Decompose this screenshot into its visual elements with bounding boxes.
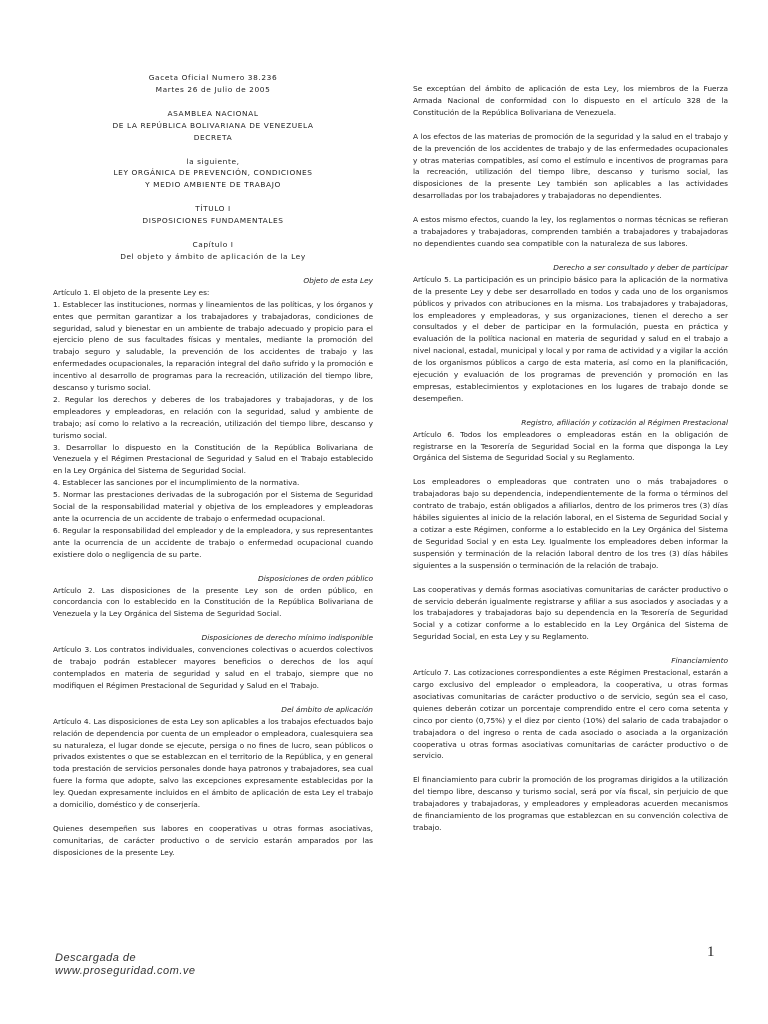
title-number: TÍTULO I <box>195 204 231 214</box>
section-title-objeto: Objeto de esta Ley <box>303 275 373 285</box>
article-2: Artículo 2. Las disposiciones de la presente Ley son de orden público, en concordancia con lo establecido en la Constitución de la República Bolivariana de Venezuela y la Ley Orgánica del Sistema de Seguridad Social. <box>53 585 373 619</box>
promotion-paragraph: A los efectos de las materias de promoción de la seguridad y la salud en el trabajo y de la prevención de los accidentes de trabajo y de las enfermedades ocupacionales y otras materias compatibles, así como el estímulo e incentivos de programas para la recreación, utilización del tiempo libre, descanso y turismo social, las disposiciones de la presente Ley también son aplicables a las actividades desarrolladas por los trabajadores y trabajadoras no dependientes. <box>413 131 728 201</box>
document-header <box>53 72 373 263</box>
non-dependent-paragraph: A estos mismo efectos, cuando la ley, los reglamentos o normas técnicas se refieran a trabajadores y trabajadoras, comprenden también a trabajadores y trabajadoras no dependientes cuando sea compatible con la naturaleza de sus labores. <box>413 215 728 248</box>
article-1-item-1: 1. Establecer las instituciones, normas y lineamientos de las políticas, y los órganos y entes que permitan garantizar a los trabajadores y trabajadoras, condiciones de seguridad, salud y bienestar en un ambiente de trabajo adecuado y propicio para el ejercicio pleno de sus facultades físicas y mentales, mediante la promoción del trabajo seguro y saludable, la prevención de los accidentes de trabajo y las enfermedades ocupacionales, la reparación integral del daño sufrido y la promoción e incentivo al desarrollo de programas para la recreación, utilización del tiempo libre, descanso y turismo social. <box>53 299 373 393</box>
assembly-name: ASAMBLEA NACIONAL <box>167 108 259 118</box>
gazette-date: Martes 26 de Julio de 2005 <box>155 84 271 94</box>
article-6: Artículo 6. Todos los empleadores o empleadoras están en la obligación de registrarse en la Tesorería de Seguridad Social en la forma que disponga la Ley Orgánica del Sistema de Seguridad Social y su Reglamento. <box>413 429 728 463</box>
gazette-number: Gaceta Oficial Numero 38.236 <box>148 73 278 82</box>
article-3: Artículo 3. Los contratos individuales, convenciones colectivas o acuerdos colectivos de trabajo podrán establecer mayores beneficios o derechos de los aquí contemplados en materia de seguridad y salud en el trabajo, siempre que no modifiquen el Régimen Prestacional de Seguridad y Salud en el Trabajo. <box>53 645 373 690</box>
article-6-cooperativas: Las cooperativas y demás formas asociativas comunitarias de carácter productivo o de servicio deberán igualmente registrarse y afiliar a sus asociados y asociadas y a los trabajadores y trabajadoras bajo su dependencia en la Tesorería de Seguridad Social y a cotizar conforme a lo establecido en la Ley Orgánica del Sistema de Seguridad Social, en esta Ley y su Reglamento. <box>413 584 728 642</box>
left-column <box>53 72 373 859</box>
chapter-name: Del objeto y ámbito de aplicación de la Ley <box>120 251 306 261</box>
article-6-afiliacion: Los empleadores o empleadoras que contraten uno o más trabajadores o trabajadoras bajo su dependencia, independientemente de la forma o términos del contrato de trabajo, están obligados a afiliarlos, dentro de los primeros tres (3) días hábiles siguientes al inicio de la relación laboral, en el Sistema de Seguridad Social y a cotizar a este Régimen, conforme a lo establecido en la Ley Orgánica del Sistema de Seguridad Social y en esta Ley. Igualmente los empleadores deben informar la suspensión y terminación de la relación laboral dentro de los tres (3) días hábiles siguientes a la suspensión o terminación de la relación de trabajo. <box>413 477 728 570</box>
download-label: Descargada de <box>55 952 137 964</box>
chapter-number: Capítulo I <box>192 240 234 250</box>
article-1-item-2: 2. Regular los derechos y deberes de los trabajadores y trabajadoras, y de los empleadores y empleadoras, en relación con la seguridad, salud y ambiente de trabajo; así como lo relativo a la recreación, utilización del tiempo libre, descanso y turismo social. <box>53 394 373 440</box>
republic-name: DE LA REPÚBLICA BOLIVARIANA DE VENEZUELA <box>112 120 314 130</box>
article-1-item-6: 6. Regular la responsabilidad del empleador y de la empleadora, y sus representantes ante la ocurrencia de un accidente de trabajo o enfermedad ocupacional cuando existiere dolo o negligencia de su parte. <box>53 525 373 559</box>
article-4: Artículo 4. Las disposiciones de esta Ley son aplicables a los trabajos efectuados bajo relación de dependencia por cuenta de un empleador o empleadora, cualesquiera sea su naturaleza, el lugar donde se ejecute, persiga o no fines de lucro, sean públicos o privados existentes o que se establezcan en el territorio de la República, y en general toda prestación de servicios personales donde haya patronos y trabajadores, sea cual fuere la forma que adopte, salvo las excepciones expresamente establecidas por la ley. Quedan expresamente incluidos en el ámbito de aplicación de esta Ley el trabajo a domicilio, doméstico y de conserjería. <box>53 716 373 810</box>
article-1-intro: Artículo 1. El objeto de la presente Ley es: <box>53 287 210 297</box>
exception-paragraph: Se exceptúan del ámbito de aplicación de esta Ley, los miembros de la Fuerza Armada Nacional de conformidad con lo dispuesto en el artículo 328 de la Constitución de la República Bolivariana de Venezuela. <box>413 84 728 117</box>
website-link[interactable]: www.proseguridad.com.ve <box>55 965 196 977</box>
section-title-financiamiento: Financiamiento <box>671 656 728 666</box>
article-5: Artículo 5. La participación es un principio básico para la aplicación de la normativa de la presente Ley y debe ser desarrollado en todos y cada uno de los organismos públicos y privados con atribuciones en la misma. Los trabajadores y trabajadoras, los empleadores y empleadoras, y sus organizaciones, tienen el derecho a ser consultados y el deber de participar en la formulación, puesta en práctica y evaluación de la política nacional en materia de seguridad y salud en el trabajo a nivel nacional, estadal, municipal y local y por rama de actividad y a vigilar la acción de los organismos públicos a cargo de esta materia, así como en la planificación, ejecución y evaluación de los programas de prevención y promoción en las empresas, establecimientos y explotaciones en los lugares de trabajo donde se desempeñen. <box>413 274 728 403</box>
page-number: 1 <box>707 944 715 960</box>
article-1-item-4: 4. Establecer las sanciones por el incumplimiento de la normativa. <box>53 478 300 488</box>
law-title-line1: LEY ORGÁNICA DE PREVENCIÓN, CONDICIONES <box>113 168 313 178</box>
law-title-line2: Y MEDIO AMBIENTE DE TRABAJO <box>145 180 281 190</box>
right-column <box>413 83 728 834</box>
article-7-financiamiento: El financiamiento para cubrir la promoción de los programas dirigidos a la utilización del tiempo libre, descanso y turismo social, será por vía fiscal, sin perjuicio de que trabajadores y trabajadoras, y empleadores y empleadoras acuerden mecanismos de financiamiento de los programas que establezcan en su convención colectiva de trabajo. <box>413 775 728 832</box>
section-title-consulta: Derecho a ser consultado y deber de participar <box>553 262 728 272</box>
decree-word: DECRETA <box>193 132 233 142</box>
section-title-registro: Registro, afiliación y cotización al Régimen Prestacional <box>521 417 728 427</box>
intro-text: la siguiente, <box>186 156 240 166</box>
section-title-derecho-minimo: Disposiciones de derecho mínimo indisponible <box>201 633 373 643</box>
title-name: DISPOSICIONES FUNDAMENTALES <box>142 216 284 226</box>
download-source <box>55 952 196 978</box>
article-1-item-5: 5. Normar las prestaciones derivadas de la subrogación por el Sistema de Seguridad Social de la responsabilidad material y objetiva de los empleadores y empleadoras ante la ocurrencia de un accidente de trabajo o enfermedad ocupacional. <box>53 490 373 523</box>
section-title-orden-publico: Disposiciones de orden público <box>258 573 373 583</box>
section-title-ambito: Del ámbito de aplicación <box>281 704 373 714</box>
article-7: Artículo 7. Las cotizaciones correspondientes a este Régimen Prestacional, estarán a cargo exclusivo del empleador o empleadora, la cooperativa, u otras formas asociativas comunitarias de carácter productivo o de servicio, según sea el caso, quienes deberán cotizar un porcentaje comprendido entre el cero coma setenta y cinco por ciento (0,75%) y el diez por ciento (10%) del salario de cada trabajador o trabajadora o del ingreso o renta de cada asociado o asociada a la organización cooperativa u otras formas asociativas comunitarias de carácter productivo o de servicio. <box>413 668 728 761</box>
article-4-cooperativas: Quienes desempeñen sus labores en cooperativas u otras formas asociativas, comunitarias, de carácter productivo o de servicio estarán amparados por las disposiciones de la presente Ley. <box>53 823 373 857</box>
article-1-item-3: 3. Desarrollar lo dispuesto en la Constitución de la República Bolivariana de Venezuela y el Régimen Prestacional de Seguridad y Salud en el Trabajo establecido en la Ley Orgánica del Sistema de Seguridad Social. <box>53 442 373 476</box>
